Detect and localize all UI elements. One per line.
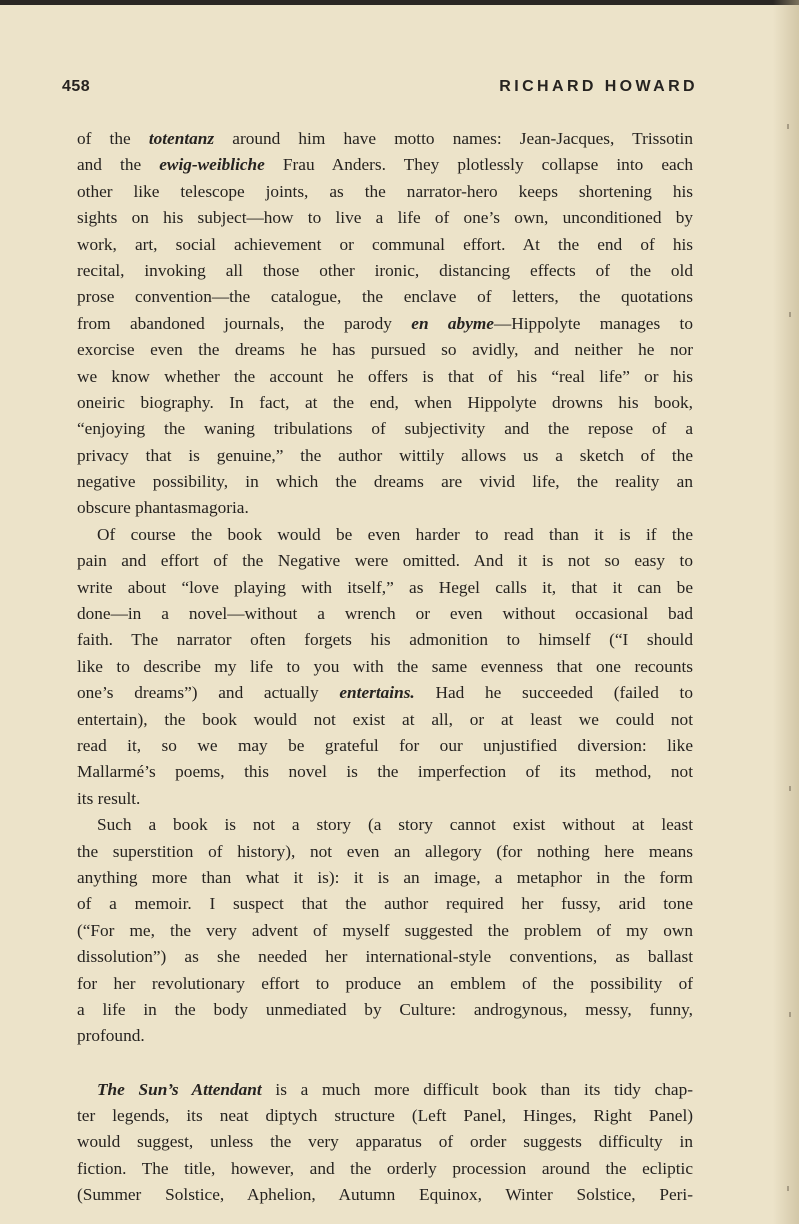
text-line bbox=[77, 891, 693, 917]
page-gutter-shadow bbox=[773, 0, 799, 1224]
text-run: dissolution”) as she needed her international-style conventions, as ballast bbox=[77, 947, 693, 967]
text-run: fiction. The title, however, and the orderly procession around the ecliptic bbox=[77, 1158, 693, 1178]
text-run: one’s dreams”) and actually bbox=[77, 683, 340, 703]
text-run: its result. bbox=[77, 788, 141, 808]
text-line bbox=[77, 126, 693, 152]
text-run: of a memoir. I suspect that the author required her fussy, arid tone bbox=[77, 894, 693, 914]
italic-term: entertains. bbox=[339, 683, 415, 703]
text-run: from abandoned journals, the parody bbox=[77, 313, 412, 333]
text-run: privacy that is genuine,” the author wittily allows us a sketch of the bbox=[77, 445, 693, 465]
text-line bbox=[77, 1182, 693, 1208]
running-head: RICHARD HOWARD bbox=[499, 78, 698, 95]
section-gap bbox=[77, 1050, 693, 1077]
text-run: Of course the book would be even harder to read than it is if the bbox=[97, 524, 693, 544]
text-run: anything more than what it is): it is an image, a metaphor in the form bbox=[77, 867, 693, 887]
text-run: the superstition of history), not even an allegory (for nothing here means bbox=[77, 841, 693, 861]
text-run: obscure phantasmagoria. bbox=[77, 498, 249, 518]
italic-term: ewig-weibliche bbox=[159, 155, 265, 175]
text-line bbox=[77, 707, 693, 733]
text-run: faith. The narrator often forgets his admonition to himself (“I should bbox=[77, 630, 693, 650]
paragraph bbox=[77, 812, 693, 1050]
text-run: prose convention—the catalogue, the enclave of letters, the quotations bbox=[77, 287, 693, 307]
text-line bbox=[77, 337, 693, 363]
body-text bbox=[77, 126, 693, 1209]
text-run: exorcise even the dreams he has pursued so avidly, and neither he nor bbox=[77, 340, 693, 360]
text-line bbox=[77, 1023, 693, 1049]
text-line bbox=[77, 205, 693, 231]
paragraph bbox=[77, 522, 693, 812]
text-line bbox=[77, 865, 693, 891]
paragraph bbox=[77, 1077, 693, 1209]
text-run: of the bbox=[77, 129, 149, 148]
text-run: and the bbox=[77, 155, 160, 175]
text-line bbox=[77, 284, 693, 310]
text-run: like to describe my life to you with the same evenness that one recounts bbox=[77, 656, 693, 676]
text-run: entertain), the book would not exist at all, or at least we could not bbox=[77, 709, 693, 729]
text-run: write about “love playing with itself,” as Hegel calls it, that it can be bbox=[77, 577, 693, 597]
text-line bbox=[77, 1077, 693, 1103]
page-speck bbox=[787, 1186, 789, 1191]
text-run: Mallarmé’s poems, this novel is the imperfection of its method, not bbox=[77, 762, 693, 782]
text-line bbox=[77, 232, 693, 258]
text-line bbox=[77, 522, 693, 548]
text-run: —Hippolyte manages to bbox=[493, 313, 693, 333]
text-run: (“For me, the very advent of myself suggested the problem of my own bbox=[77, 920, 693, 940]
italic-term: en abyme bbox=[411, 313, 494, 333]
text-line bbox=[77, 601, 693, 627]
text-run: pain and effort of the Negative were omitted. And it is not so easy to bbox=[77, 551, 693, 571]
text-line bbox=[77, 443, 693, 469]
text-run: “enjoying the waning tribulations of subjectivity and the repose of a bbox=[77, 419, 693, 439]
text-run: is a much more difficult book than its tidy chap- bbox=[261, 1079, 693, 1099]
text-run: oneiric biography. In fact, at the end, when Hippolyte drowns his book, bbox=[77, 392, 693, 412]
text-line bbox=[77, 1103, 693, 1129]
text-run: negative possibility, in which the dreams are vivid life, the reality an bbox=[77, 472, 693, 492]
text-line bbox=[77, 311, 693, 337]
text-line bbox=[77, 390, 693, 416]
text-line bbox=[77, 152, 693, 178]
text-line bbox=[77, 812, 693, 838]
text-line bbox=[77, 258, 693, 284]
page-top-edge bbox=[0, 0, 799, 5]
page-speck bbox=[789, 1012, 791, 1017]
text-run: ter legends, its neat diptych structure (Left Panel, Hinges, Right Panel) bbox=[77, 1106, 693, 1126]
text-run: for her revolutionary effort to produce an emblem of the possibility of bbox=[77, 973, 693, 993]
page-speck bbox=[789, 786, 791, 791]
text-run: work, art, social achievement or communal effort. At the end of his bbox=[77, 234, 693, 254]
text-line bbox=[77, 575, 693, 601]
text-line bbox=[77, 918, 693, 944]
text-run: around him have motto names: Jean-Jacques, Trissotin bbox=[214, 129, 693, 148]
text-run: sights on his subject—how to live a life of one’s own, unconditioned by bbox=[77, 208, 693, 228]
text-run: profound. bbox=[77, 1026, 145, 1046]
text-run: recital, invoking all those other ironic, distancing effects of the old bbox=[77, 260, 693, 280]
text-line bbox=[77, 786, 693, 812]
text-line bbox=[77, 680, 693, 706]
italic-term: The Sun’s Attendant bbox=[97, 1079, 262, 1099]
text-line bbox=[77, 759, 693, 785]
text-line bbox=[77, 839, 693, 865]
text-line bbox=[77, 469, 693, 495]
text-line bbox=[77, 548, 693, 574]
text-line bbox=[77, 733, 693, 759]
page-speck bbox=[787, 124, 789, 129]
text-run: (Summer Solstice, Aphelion, Autumn Equinox, Winter Solstice, Peri- bbox=[77, 1185, 693, 1205]
text-line bbox=[77, 416, 693, 442]
text-line bbox=[77, 179, 693, 205]
paragraph bbox=[77, 126, 693, 522]
text-run: Frau Anders. They plotlessly collapse into each bbox=[264, 155, 693, 175]
text-run: we know whether the account he offers is that of his “real life” or his bbox=[77, 366, 693, 386]
text-line bbox=[77, 971, 693, 997]
page-speck bbox=[789, 312, 791, 317]
text-line bbox=[77, 1129, 693, 1155]
text-line bbox=[77, 654, 693, 680]
text-run: a life in the body unmediated by Culture: androgynous, messy, funny, bbox=[77, 999, 693, 1019]
text-line bbox=[77, 627, 693, 653]
italic-term: totentanz bbox=[148, 129, 215, 148]
text-line bbox=[77, 1156, 693, 1182]
text-line bbox=[77, 997, 693, 1023]
text-line bbox=[77, 944, 693, 970]
text-run: Had he succeeded (failed to bbox=[414, 683, 693, 703]
text-run: other like telescope joints, as the narrator-hero keeps shortening his bbox=[77, 181, 693, 201]
text-run: Such a book is not a story (a story cannot exist without at least bbox=[97, 815, 693, 835]
text-line bbox=[77, 364, 693, 390]
text-run: read it, so we may be grateful for our unjustified diversion: like bbox=[77, 735, 693, 755]
text-run: done—in a novel—without a wrench or even without occasional bad bbox=[77, 604, 693, 624]
text-line bbox=[77, 495, 693, 521]
text-run: would suggest, unless the very apparatus of order suggests difficulty in bbox=[77, 1132, 693, 1152]
page-number: 458 bbox=[62, 78, 91, 95]
page-header bbox=[62, 78, 698, 102]
